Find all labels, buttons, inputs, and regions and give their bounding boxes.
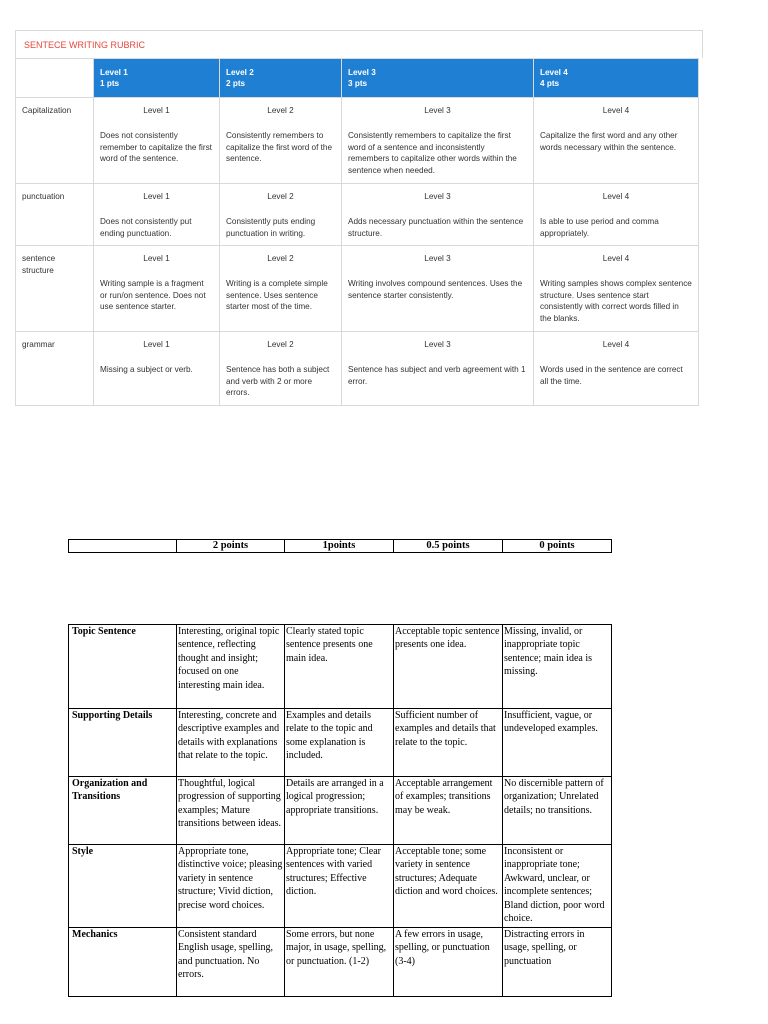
criterion-label: sentence structure <box>16 246 94 332</box>
points-header-cell <box>69 540 177 553</box>
points-header-cell: 0 points <box>503 540 612 553</box>
criterion-label: Mechanics <box>69 928 177 997</box>
header-level-4: Level 4 4 pts <box>534 59 699 98</box>
criterion-label: Supporting Details <box>69 709 177 777</box>
rubric-cell: Examples and details relate to the topic and some explanation is included. <box>285 709 394 777</box>
paragraph-rubric-row <box>69 777 612 845</box>
header-level-2: Level 2 2 pts <box>220 59 342 98</box>
rubric-cell: Thoughtful, logical progression of supporting examples; Mature transitions between ideas. <box>177 777 285 845</box>
rubric-cell: Level 4 Words used in the sentence are correct all the time. <box>534 332 699 406</box>
rubric-header-row <box>16 59 699 98</box>
rubric-cell: Interesting, original topic sentence, reflecting thought and insight; focused on one interesting main idea. <box>177 625 285 709</box>
rubric-cell: Level 4 Capitalize the first word and any other words necessary within the sentence. <box>534 98 699 184</box>
rubric-cell: Level 4 Writing samples shows complex sentence structure. Uses sentence start consistently with correct words filled in the blanks. <box>534 246 699 332</box>
rubric-cell: Level 1 Does not consistently remember to capitalize the first word of the sentence. <box>94 98 220 184</box>
rubric-row <box>16 246 699 332</box>
rubric-table <box>15 58 699 406</box>
criterion-label: grammar <box>16 332 94 406</box>
rubric-cell: Acceptable arrangement of examples; transitions may be weak. <box>394 777 503 845</box>
rubric-cell: Level 3 Consistently remembers to capitalize the first word of a sentence and inconsistently remembers to capitalize other words within the sentence when needed. <box>342 98 534 184</box>
criterion-label: punctuation <box>16 184 94 246</box>
rubric-cell: Inconsistent or inappropriate tone; Awkward, unclear, or incomplete sentences; Bland diction, poor word choice. <box>503 845 612 928</box>
rubric-cell: Consistent standard English usage, spelling, and punctuation. No errors. <box>177 928 285 997</box>
sentence-writing-rubric <box>15 30 703 406</box>
rubric-row <box>16 98 699 184</box>
rubric-cell: Level 1 Missing a subject or verb. <box>94 332 220 406</box>
rubric-cell: Distracting errors in usage, spelling, or punctuation <box>503 928 612 997</box>
points-header-row <box>69 540 612 553</box>
rubric-cell: Level 3 Adds necessary punctuation within the sentence structure. <box>342 184 534 246</box>
rubric-cell: Level 2 Writing is a complete simple sentence. Uses sentence starter most of the time. <box>220 246 342 332</box>
rubric-cell: Details are arranged in a logical progression; appropriate transitions. <box>285 777 394 845</box>
rubric-cell: Interesting, concrete and descriptive examples and details with explanations that relate to the topic. <box>177 709 285 777</box>
rubric-cell: Appropriate tone; Clear sentences with varied structures; Effective diction. <box>285 845 394 928</box>
rubric-cell: Level 2 Consistently remembers to capitalize the first word of the sentence. <box>220 98 342 184</box>
paragraph-rubric-row <box>69 709 612 777</box>
paragraph-rubric-row <box>69 845 612 928</box>
rubric-cell: Some errors, but none major, in usage, spelling, or punctuation. (1-2) <box>285 928 394 997</box>
rubric-cell: Clearly stated topic sentence presents one main idea. <box>285 625 394 709</box>
rubric-title: SENTECE WRITING RUBRIC <box>15 30 703 58</box>
points-header-table <box>68 539 612 553</box>
header-level-3: Level 3 3 pts <box>342 59 534 98</box>
rubric-cell: Appropriate tone, distinctive voice; pleasing variety in sentence structure; Vivid diction, precise word choices. <box>177 845 285 928</box>
criterion-label: Organization and Transitions <box>69 777 177 845</box>
rubric-cell: Level 3 Writing involves compound sentences. Uses the sentence starter consistently. <box>342 246 534 332</box>
criterion-label: Style <box>69 845 177 928</box>
rubric-cell: Level 2 Sentence has both a subject and verb with 2 or more errors. <box>220 332 342 406</box>
points-header-cell: 2 points <box>177 540 285 553</box>
paragraph-rubric-table <box>68 624 612 997</box>
rubric-cell: Sufficient number of examples and details that relate to the topic. <box>394 709 503 777</box>
rubric-cell: Level 4 Is able to use period and comma appropriately. <box>534 184 699 246</box>
paragraph-rubric-row <box>69 625 612 709</box>
criterion-label: Capitalization <box>16 98 94 184</box>
criterion-label: Topic Sentence <box>69 625 177 709</box>
paragraph-rubric-row <box>69 928 612 997</box>
rubric-cell: Level 1 Writing sample is a fragment or run/on sentence. Does not use sentence starter. <box>94 246 220 332</box>
rubric-cell: Level 1 Does not consistently put ending punctuation. <box>94 184 220 246</box>
header-level-1: Level 1 1 pts <box>94 59 220 98</box>
rubric-cell: Level 2 Consistently puts ending punctuation in writing. <box>220 184 342 246</box>
rubric-cell: Level 3 Sentence has subject and verb agreement with 1 error. <box>342 332 534 406</box>
rubric-cell: No discernible pattern of organization; Unrelated details; no transitions. <box>503 777 612 845</box>
rubric-cell: A few errors in usage, spelling, or punctuation (3-4) <box>394 928 503 997</box>
rubric-cell: Acceptable topic sentence presents one idea. <box>394 625 503 709</box>
rubric-row <box>16 184 699 246</box>
points-header-cell: 1points <box>285 540 394 553</box>
rubric-row <box>16 332 699 406</box>
header-blank-cell <box>16 59 94 98</box>
rubric-cell: Acceptable tone; some variety in sentence structures; Adequate diction and word choices. <box>394 845 503 928</box>
rubric-cell: Insufficient, vague, or undeveloped examples. <box>503 709 612 777</box>
rubric-cell: Missing, invalid, or inappropriate topic sentence; main idea is missing. <box>503 625 612 709</box>
points-header-cell: 0.5 points <box>394 540 503 553</box>
